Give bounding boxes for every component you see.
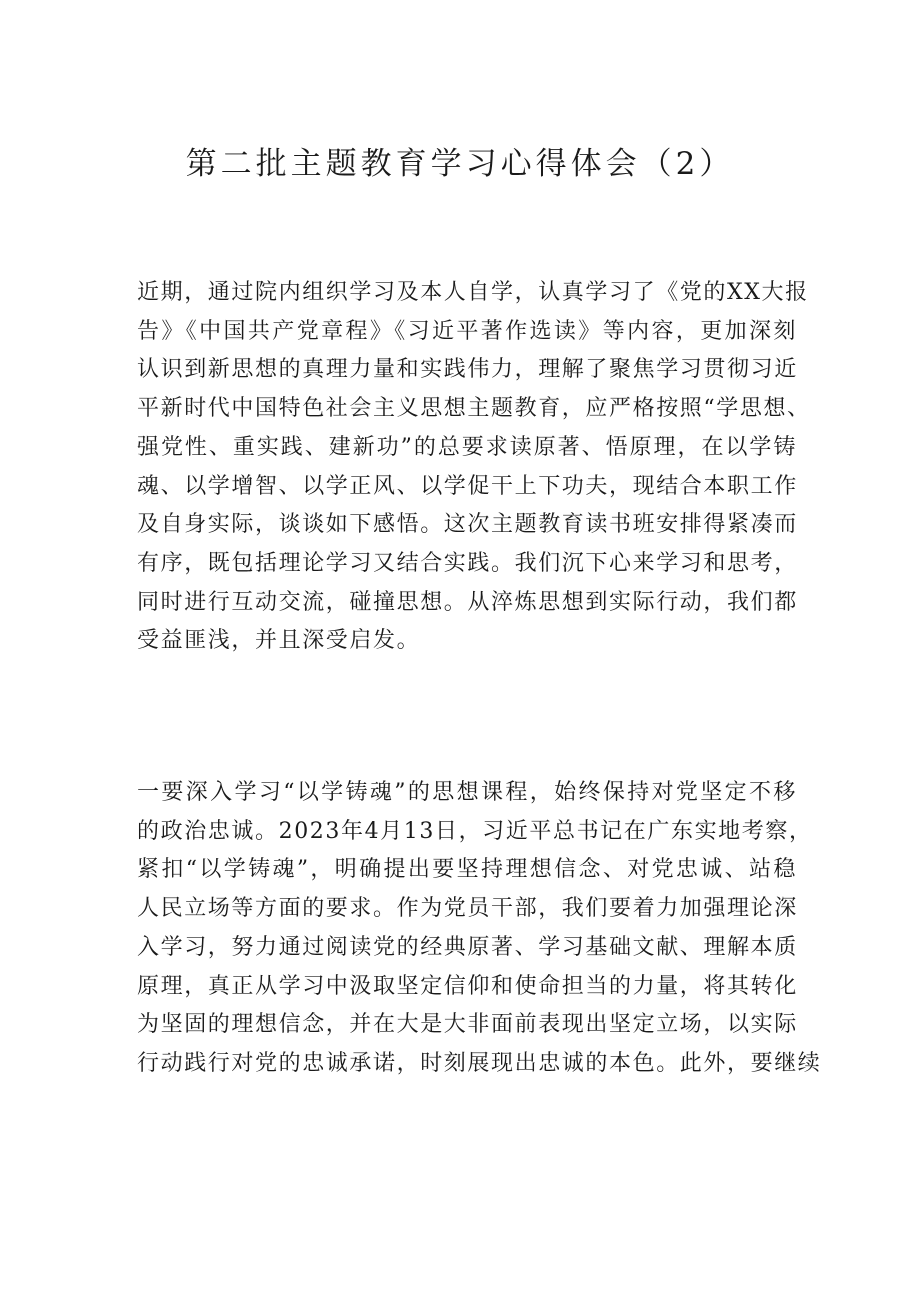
paragraph-line: 入学习，努力通过阅读党的经典原著、学习基础文献、理解本质 <box>137 934 798 960</box>
paragraph-line: 的政治忠诚。2023年4月13日，习近平总书记在广东实地考察， <box>137 818 813 844</box>
paragraph-line: 认识到新思想的真理力量和实践伟力，理解了聚焦学习贯彻习近 <box>137 357 798 383</box>
paragraph-line: 平新时代中国特色社会主义思想主题教育，应严格按照“学思想、 <box>137 396 811 422</box>
paragraph-line: 原理，真正从学习中汲取坚定信仰和使命担当的力量，将其转化 <box>137 973 798 999</box>
document-title: 第二批主题教育学习心得体会（2） <box>185 146 735 182</box>
paragraph-line: 为坚固的理想信念，并在大是大非面前表现出坚定立场，以实际 <box>137 1012 798 1038</box>
paragraph-line: 及自身实际，谈谈如下感悟。这次主题教育读书班安排得紧凑而 <box>137 512 798 538</box>
paragraph-point-one <box>137 774 822 1084</box>
paragraph-line: 人民立场等方面的要求。作为党员干部，我们要着力加强理论深 <box>137 896 798 922</box>
paragraph-line: 魂、以学增智、以学正风、以学促干上下功夫，现结合本职工作 <box>137 473 798 499</box>
paragraph-line: 近期，通过院内组织学习及本人自学，认真学习了《党的XX大报 <box>137 280 809 305</box>
paragraph-line: 行动践行对党的忠诚承诺，时刻展现出忠诚的本色。此外，要继续 <box>137 1050 822 1076</box>
paragraph-line: 告》《中国共产党章程》《习近平著作选读》等内容，更加深刻 <box>137 318 797 344</box>
paragraph-line: 受益匪浅，并且深受启发。 <box>137 628 421 654</box>
paragraph-line: 一要深入学习“以学铸魂”的思想课程，始终保持对党坚定不移 <box>137 780 797 805</box>
paragraph-line: 有序，既包括理论学习又结合实践。我们沉下心来学习和思考， <box>137 550 798 576</box>
paragraph-line: 强党性、重实践、建新功”的总要求读原著、悟原理，在以学铸 <box>137 434 797 460</box>
paragraph-intro <box>137 274 811 661</box>
paragraph-line: 同时进行互动交流，碰撞思想。从淬炼思想到实际行动，我们都 <box>137 589 798 615</box>
paragraph-line: 紧扣“以学铸魂”，明确提出要坚持理想信念、对党忠诚、站稳 <box>137 857 797 883</box>
